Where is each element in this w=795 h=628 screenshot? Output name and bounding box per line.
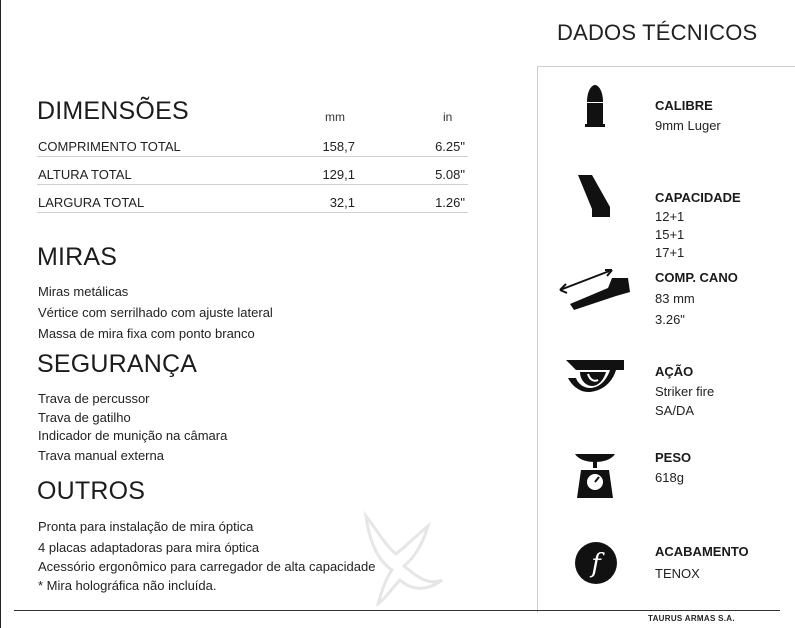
capacity-label: CAPACIDADE — [655, 190, 741, 205]
dimension-mm: 158,7 — [322, 139, 355, 154]
weight-label: PESO — [655, 450, 692, 465]
dimension-label: LARGURA TOTAL — [38, 195, 145, 210]
others-title: OUTROS — [37, 477, 146, 505]
dimensions-title: DIMENSÕES — [37, 97, 189, 125]
technical-data-panel — [537, 66, 795, 613]
finish-value: TENOX — [655, 566, 700, 581]
capacity-value: 17+1 — [655, 245, 685, 260]
action-label: AÇÃO — [655, 364, 694, 379]
finish-icon — [574, 541, 618, 585]
footer-brand: TAURUS ARMAS S.A. — [648, 614, 735, 623]
others-item: 4 placas adaptadoras para mira óptica — [38, 540, 260, 555]
cartridge-icon — [584, 84, 606, 128]
capacity-value: 12+1 — [655, 209, 685, 224]
capacity-value: 15+1 — [655, 227, 685, 242]
others-item: * Mira holográfica não incluída. — [38, 578, 217, 593]
scale-icon — [573, 448, 617, 500]
weight-value: 618g — [655, 470, 684, 485]
barrel-value: 3.26" — [655, 312, 685, 327]
footer-rule — [14, 610, 780, 611]
trigger-icon — [566, 360, 624, 394]
dimension-row — [37, 164, 468, 185]
sights-item: Massa de mira fixa com ponto branco — [38, 326, 255, 341]
dimension-mm: 129,1 — [322, 167, 355, 182]
action-value: SA/DA — [655, 403, 695, 418]
left-border — [0, 0, 1, 628]
caliber-label: CALIBRE — [655, 98, 713, 113]
dimension-in: 5.08" — [435, 167, 465, 182]
finish-label: ACABAMENTO — [655, 544, 749, 559]
panel-title: DADOS TÉCNICOS — [557, 20, 758, 45]
sights-item: Miras metálicas — [38, 284, 129, 299]
sights-item: Vértice com serrilhado com ajuste lateral — [38, 305, 273, 320]
caliber-value: 9mm Luger — [655, 118, 721, 133]
safety-item: Trava de percussor — [38, 391, 150, 406]
dimension-label: COMPRIMENTO TOTAL — [38, 139, 181, 154]
safety-item: Indicador de munição na câmara — [38, 428, 228, 443]
sights-title: MIRAS — [37, 243, 118, 271]
safety-item: Trava manual externa — [38, 448, 164, 463]
dimension-row — [37, 192, 468, 213]
unit-in: in — [443, 110, 453, 124]
barrel-icon — [558, 266, 632, 310]
barrel-value: 83 mm — [655, 291, 695, 306]
safety-title: SEGURANÇA — [37, 350, 198, 378]
dimension-in: 1.26" — [435, 195, 465, 210]
dimension-label: ALTURA TOTAL — [38, 167, 132, 182]
safety-item: Trava de gatilho — [38, 410, 131, 425]
dimension-in: 6.25" — [435, 139, 465, 154]
dimension-mm: 32,1 — [329, 195, 355, 210]
action-value: Striker fire — [655, 384, 715, 399]
dimension-row — [37, 136, 468, 157]
magazine-icon — [576, 173, 612, 219]
finish-glyph: f — [591, 549, 601, 579]
barrel-label: COMP. CANO — [655, 270, 738, 285]
others-item: Pronta para instalação de mira óptica — [38, 519, 254, 534]
others-item: Acessório ergonômico para carregador de alta capacidade — [38, 559, 376, 574]
unit-mm: mm — [325, 110, 345, 124]
